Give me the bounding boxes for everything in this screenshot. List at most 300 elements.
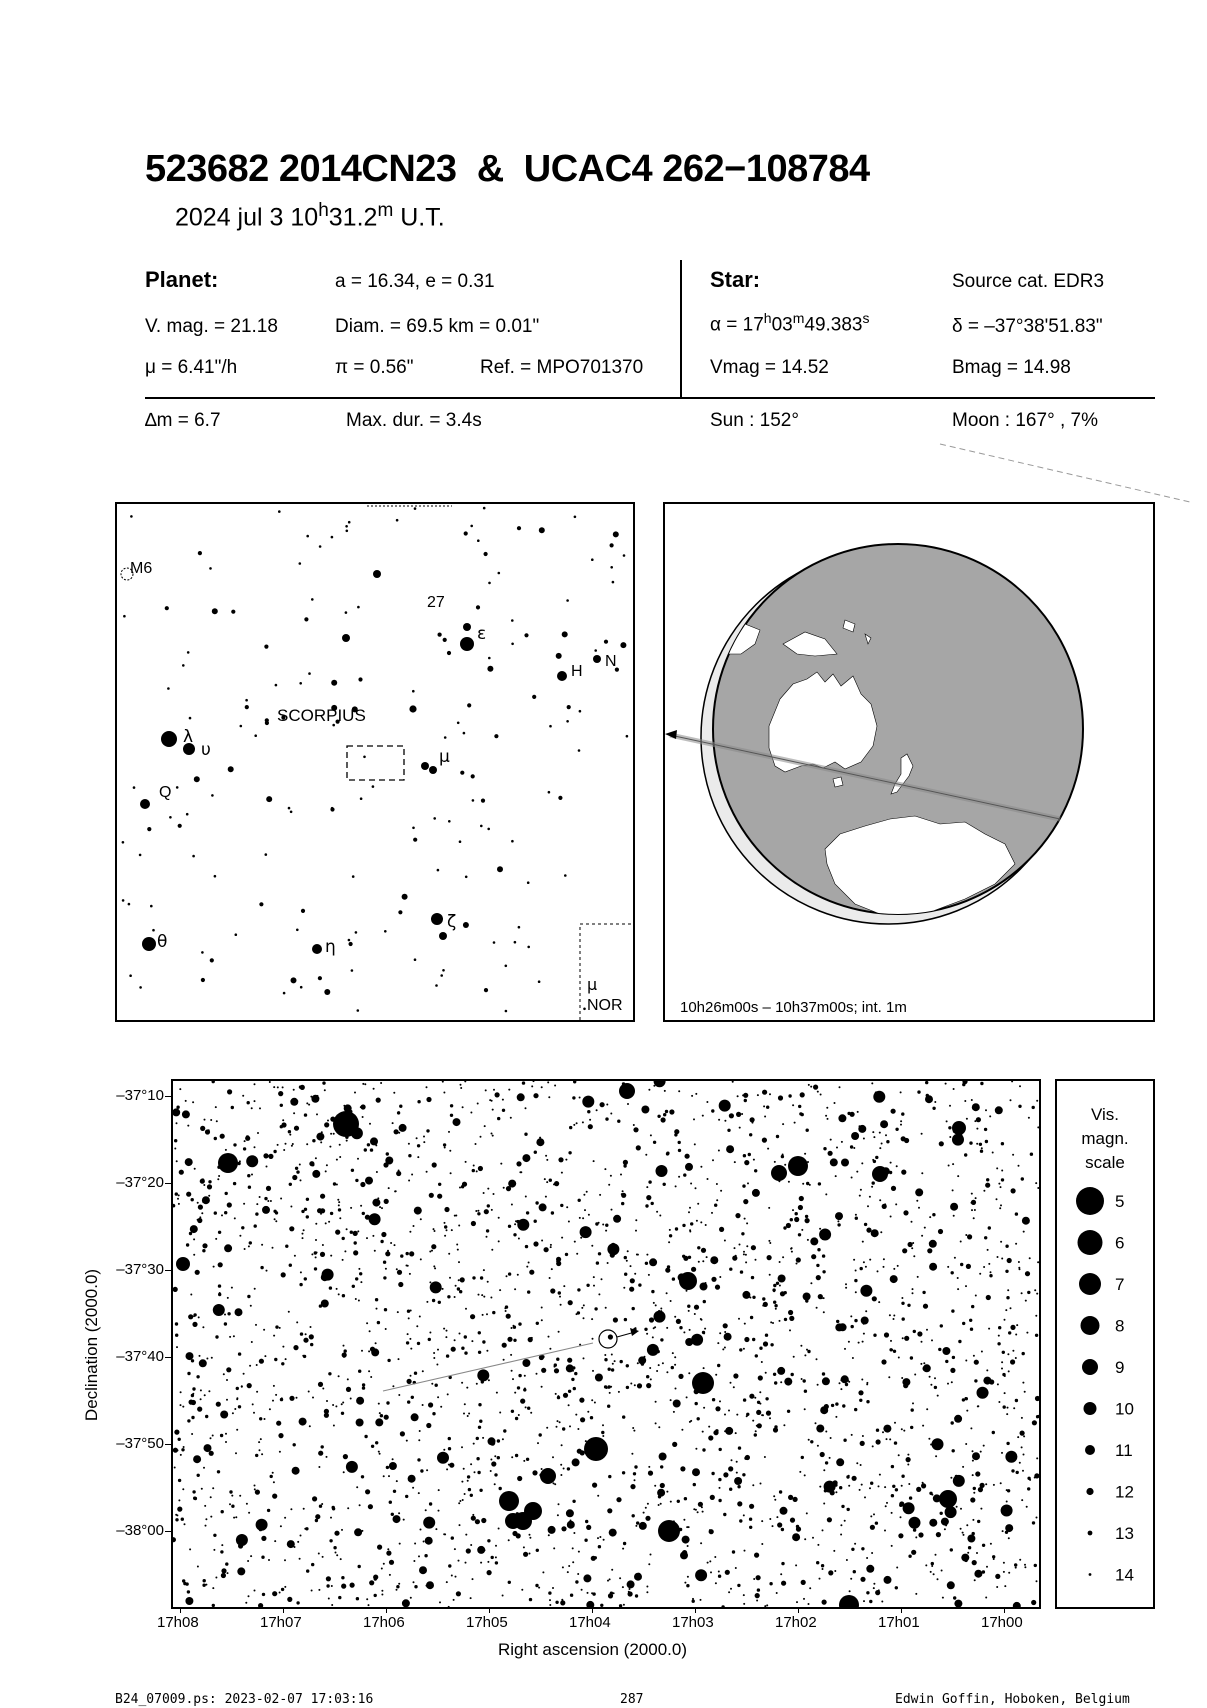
detail-star xyxy=(419,1316,421,1318)
detail-star xyxy=(998,1401,1000,1403)
detail-star xyxy=(998,1326,1001,1329)
detail-star xyxy=(830,1139,832,1141)
detail-star xyxy=(300,1332,303,1335)
detail-star xyxy=(1003,1405,1006,1408)
detail-star xyxy=(724,1333,732,1341)
detail-star xyxy=(284,1517,286,1519)
detail-star xyxy=(723,1323,728,1328)
detail-star xyxy=(246,1503,248,1505)
detail-star xyxy=(689,1329,691,1331)
detail-star xyxy=(816,1307,818,1309)
detail-star xyxy=(695,1402,698,1405)
detail-star xyxy=(605,1117,608,1120)
detail-star xyxy=(983,1377,991,1385)
detail-star xyxy=(414,1207,422,1215)
detail-star xyxy=(577,1449,582,1454)
detail-star xyxy=(621,1193,626,1198)
detail-star xyxy=(294,1255,296,1257)
detail-star xyxy=(761,1520,763,1522)
detail-star xyxy=(228,1247,230,1249)
detail-star xyxy=(605,1224,608,1227)
detail-star xyxy=(921,1133,923,1135)
detail-star xyxy=(667,1265,670,1268)
detail-star xyxy=(657,1350,660,1353)
detail-star xyxy=(176,1514,178,1516)
detail-star xyxy=(739,1519,742,1522)
detail-star xyxy=(561,1172,563,1174)
detail-star xyxy=(417,1458,420,1461)
detail-star xyxy=(481,1518,486,1523)
detail-star xyxy=(988,1328,990,1330)
detail-star xyxy=(1005,1270,1008,1273)
detail-star xyxy=(678,1141,681,1144)
detail-star xyxy=(983,1266,985,1268)
detail-star xyxy=(245,1602,247,1604)
detail-star xyxy=(650,1378,652,1380)
detail-star xyxy=(474,1471,476,1473)
detail-star xyxy=(1013,1407,1015,1409)
detail-star xyxy=(779,1320,781,1322)
finder-star xyxy=(259,902,263,906)
detail-star xyxy=(330,1517,332,1519)
detail-star xyxy=(598,1252,601,1255)
detail-star xyxy=(673,1411,675,1413)
detail-star xyxy=(490,1297,492,1299)
detail-star xyxy=(781,1562,784,1565)
detail-star xyxy=(181,1518,184,1521)
magnitude-dot xyxy=(1079,1273,1101,1295)
detail-star xyxy=(718,1571,720,1573)
detail-star xyxy=(848,1485,850,1487)
detail-star xyxy=(499,1412,501,1414)
detail-star xyxy=(753,1159,755,1161)
detail-star xyxy=(989,1274,992,1277)
detail-star xyxy=(541,1319,543,1321)
detail-star xyxy=(484,1125,486,1127)
detail-star xyxy=(684,1582,686,1584)
footer-page: 287 xyxy=(620,1692,644,1707)
detail-star xyxy=(328,1598,330,1600)
detail-star xyxy=(517,1274,519,1276)
detail-star xyxy=(241,1385,243,1387)
detail-star xyxy=(742,1184,745,1187)
detail-star xyxy=(635,1594,638,1597)
detail-star xyxy=(266,1166,268,1168)
detail-star xyxy=(803,1293,811,1301)
detail-star xyxy=(520,1399,525,1404)
detail-star xyxy=(743,1398,746,1401)
detail-star xyxy=(473,1443,475,1445)
detail-star xyxy=(548,1336,550,1338)
detail-star xyxy=(387,1359,390,1362)
detail-star xyxy=(366,1598,368,1600)
detail-star xyxy=(378,1403,380,1405)
detail-star xyxy=(717,1342,719,1344)
detail-field-box xyxy=(347,746,404,780)
detail-star xyxy=(992,1431,995,1434)
detail-star xyxy=(773,1301,776,1304)
planet-orbit: a = 16.34, e = 0.31 xyxy=(335,271,495,292)
star-name: UCAC4 262−108784 xyxy=(523,148,870,190)
detail-star xyxy=(448,1447,451,1450)
detail-star xyxy=(743,1199,748,1204)
detail-star xyxy=(870,1525,875,1530)
detail-star xyxy=(407,1265,409,1267)
detail-star xyxy=(891,1186,896,1191)
detail-star xyxy=(685,1163,693,1171)
detail-star xyxy=(902,1378,910,1386)
detail-star xyxy=(743,1093,748,1098)
detail-star xyxy=(931,1339,933,1341)
detail-star xyxy=(538,1587,540,1589)
detail-star xyxy=(589,1119,591,1121)
detail-star xyxy=(522,1154,530,1162)
detail-star xyxy=(674,1133,677,1136)
detail-star xyxy=(555,1601,558,1604)
detail-star xyxy=(449,1463,454,1468)
detail-star xyxy=(192,1387,195,1390)
detail-star xyxy=(244,1140,246,1142)
detail-star xyxy=(742,1291,750,1299)
detail-star xyxy=(960,1417,962,1419)
detail-star xyxy=(794,1122,796,1124)
detail-star xyxy=(444,1207,449,1212)
detail-star xyxy=(197,1219,199,1221)
detail-star xyxy=(522,1081,525,1084)
detail-star xyxy=(465,1534,467,1536)
detail-star xyxy=(956,1506,958,1508)
detail-star xyxy=(828,1151,833,1156)
detail-star xyxy=(983,1190,985,1192)
detail-star xyxy=(875,1091,878,1094)
detail-star xyxy=(933,1573,935,1575)
detail-star xyxy=(976,1143,978,1145)
detail-star xyxy=(568,1300,573,1305)
detail-star xyxy=(683,1519,685,1521)
detail-star xyxy=(739,1348,742,1351)
detail-star xyxy=(273,1385,275,1387)
detail-star xyxy=(400,1254,403,1257)
detail-star xyxy=(750,1316,753,1319)
detail-star xyxy=(765,1334,768,1337)
detail-star xyxy=(259,1196,261,1198)
detail-star xyxy=(553,1547,555,1549)
detail-star xyxy=(895,1128,898,1131)
finder-star xyxy=(579,710,582,713)
detail-star xyxy=(489,1099,491,1101)
detail-star xyxy=(572,1458,580,1466)
detail-star xyxy=(375,1342,377,1344)
detail-star xyxy=(744,1457,747,1460)
detail-star xyxy=(852,1476,857,1481)
finder-star xyxy=(265,853,268,856)
planet-heading: Planet: xyxy=(145,267,219,292)
detail-star xyxy=(275,1211,278,1214)
footer-author: Edwin Goffin, Hoboken, Belgium xyxy=(895,1692,1130,1707)
detail-star xyxy=(818,1294,823,1299)
detail-star xyxy=(677,1500,680,1503)
detail-star xyxy=(601,1431,604,1434)
detail-star xyxy=(487,1561,489,1563)
detail-star xyxy=(817,1091,819,1093)
detail-star xyxy=(567,1467,570,1470)
detail-star xyxy=(408,1180,410,1182)
detail-star xyxy=(204,1505,206,1507)
detail-star xyxy=(461,1347,464,1350)
detail-star xyxy=(226,1367,231,1372)
detail-star xyxy=(280,1525,282,1527)
detail-star xyxy=(180,1391,182,1393)
detail-star xyxy=(898,1454,900,1456)
detail-star xyxy=(463,1468,465,1470)
detail-star xyxy=(213,1304,225,1316)
detail-star xyxy=(930,1493,932,1495)
detail-star xyxy=(417,1156,419,1158)
ra-seconds: 49.383 xyxy=(804,314,863,336)
finder-star xyxy=(437,869,440,872)
detail-star xyxy=(486,1236,488,1238)
detail-star xyxy=(444,1533,446,1535)
detail-star xyxy=(202,1243,207,1248)
footer-filename: B24_07009.ps: 2023-02-07 17:03:16 xyxy=(115,1692,374,1707)
detail-star xyxy=(279,1451,281,1453)
detail-star xyxy=(389,1574,391,1576)
detail-star xyxy=(606,1104,608,1106)
detail-star xyxy=(830,1437,832,1439)
detail-star xyxy=(866,1228,871,1233)
detail-star xyxy=(1011,1188,1016,1193)
finder-star xyxy=(182,664,185,667)
detail-star xyxy=(312,1170,320,1178)
detail-star xyxy=(1021,1292,1023,1294)
detail-star xyxy=(495,1561,498,1564)
detail-star xyxy=(324,1122,329,1127)
detail-star xyxy=(592,1338,594,1340)
finder-star xyxy=(186,813,189,816)
detail-star xyxy=(470,1314,475,1319)
detail-star xyxy=(303,1229,305,1231)
finder-bright-star xyxy=(463,623,471,631)
detail-star xyxy=(377,1545,382,1550)
finder-bright-star xyxy=(439,932,447,940)
detail-star xyxy=(666,1491,668,1493)
detail-star xyxy=(860,1189,862,1191)
detail-star xyxy=(300,1179,302,1181)
detail-star xyxy=(1001,1361,1003,1363)
detail-star xyxy=(886,1140,889,1143)
detail-star xyxy=(343,1471,345,1473)
detail-star xyxy=(176,1122,178,1124)
detail-star xyxy=(221,1214,223,1216)
detail-star xyxy=(437,1452,449,1464)
detail-star xyxy=(312,1496,317,1501)
detail-star xyxy=(231,1287,233,1289)
detail-star xyxy=(579,1097,581,1099)
detail-star xyxy=(916,1200,918,1202)
detail-star xyxy=(260,1266,263,1269)
detail-star xyxy=(872,1159,874,1161)
detail-star xyxy=(666,1371,668,1373)
detail-star xyxy=(893,1350,896,1353)
detail-star xyxy=(679,1326,682,1329)
detail-star xyxy=(764,1605,766,1607)
detail-star xyxy=(788,1094,791,1097)
detail-star xyxy=(272,1494,277,1499)
detail-star xyxy=(259,1449,261,1451)
detail-star xyxy=(988,1226,991,1229)
detail-star xyxy=(425,1537,433,1545)
detail-star xyxy=(648,1089,650,1091)
detail-star xyxy=(353,1250,358,1255)
detail-star xyxy=(1004,1392,1006,1394)
detail-star xyxy=(623,1542,626,1545)
detail-star xyxy=(637,1362,639,1364)
detail-star xyxy=(932,1213,935,1216)
detail-star xyxy=(533,1081,535,1082)
detail-star xyxy=(940,1512,943,1515)
finder-star xyxy=(231,610,235,614)
detail-star xyxy=(247,1383,252,1388)
detail-star xyxy=(392,1122,394,1124)
detail-star xyxy=(772,1322,774,1324)
detail-star xyxy=(212,1487,214,1489)
detail-star xyxy=(620,1360,623,1363)
detail-star xyxy=(1022,1470,1024,1472)
detail-star xyxy=(740,1270,743,1273)
detail-star xyxy=(254,1485,256,1487)
detail-star xyxy=(320,1194,325,1199)
detail-star xyxy=(683,1331,685,1333)
detail-star xyxy=(296,1321,298,1323)
detail-star xyxy=(1034,1564,1037,1567)
detail-star xyxy=(204,1394,206,1396)
detail-star xyxy=(505,1310,507,1312)
detail-star xyxy=(941,1570,943,1572)
detail-star xyxy=(290,1508,292,1510)
detail-star xyxy=(212,1081,215,1083)
x-tick-mark xyxy=(798,1607,799,1613)
detail-star xyxy=(1003,1571,1005,1573)
detail-star xyxy=(561,1444,563,1446)
detail-star xyxy=(861,1379,863,1381)
detail-star xyxy=(718,1150,720,1152)
detail-star xyxy=(804,1474,806,1476)
detail-star xyxy=(947,1266,949,1268)
detail-star xyxy=(259,1528,262,1531)
detail-star xyxy=(757,1094,759,1096)
detail-star xyxy=(536,1549,539,1552)
detail-star xyxy=(552,1456,554,1458)
detail-star xyxy=(743,1348,745,1350)
detail-star xyxy=(350,1398,352,1400)
detail-star xyxy=(225,1441,227,1443)
detail-star xyxy=(321,1445,324,1448)
detail-star xyxy=(374,1250,376,1252)
detail-star xyxy=(793,1356,795,1358)
detail-star xyxy=(635,1525,637,1527)
detail-star xyxy=(963,1534,965,1536)
detail-star xyxy=(573,1387,576,1390)
detail-star xyxy=(560,1474,562,1476)
detail-star xyxy=(536,1322,539,1325)
detail-star xyxy=(1022,1382,1024,1384)
detail-star xyxy=(297,1541,299,1543)
detail-star xyxy=(249,1241,252,1244)
finder-star xyxy=(447,651,451,655)
finder-star xyxy=(139,986,142,989)
detail-star xyxy=(208,1129,210,1131)
detail-star xyxy=(388,1475,390,1477)
detail-bright-star xyxy=(499,1491,519,1511)
detail-star xyxy=(413,1560,415,1562)
finder-star xyxy=(527,946,530,949)
detail-star xyxy=(937,1395,939,1397)
detail-star xyxy=(619,1577,621,1579)
detail-star xyxy=(620,1174,622,1176)
finder-star xyxy=(209,567,212,570)
detail-star xyxy=(373,1088,375,1090)
detail-star xyxy=(573,1081,576,1084)
detail-star xyxy=(290,1206,292,1208)
detail-star xyxy=(1019,1268,1021,1270)
detail-star xyxy=(214,1211,217,1214)
detail-star xyxy=(859,1195,861,1197)
detail-star xyxy=(775,1308,777,1310)
detail-star xyxy=(514,1223,516,1225)
detail-star xyxy=(879,1199,881,1201)
detail-star xyxy=(975,1471,980,1476)
detail-star xyxy=(384,1415,389,1420)
detail-star xyxy=(1001,1258,1003,1260)
finder-star xyxy=(291,977,297,983)
detail-star xyxy=(847,1508,849,1510)
magnitude-dot xyxy=(1078,1230,1103,1255)
detail-star xyxy=(817,1445,819,1447)
detail-star xyxy=(940,1324,943,1327)
detail-star xyxy=(766,1411,771,1416)
detail-star xyxy=(948,1165,950,1167)
event-minutes: 31.2 xyxy=(328,203,378,232)
detail-star xyxy=(610,1253,615,1258)
detail-star xyxy=(800,1092,805,1097)
detail-star xyxy=(753,1578,755,1580)
detail-star xyxy=(420,1218,422,1220)
detail-star xyxy=(375,1298,378,1301)
detail-star xyxy=(969,1141,972,1144)
detail-star xyxy=(759,1391,761,1393)
detail-star xyxy=(610,1113,612,1115)
object-name: 2014CN23 xyxy=(278,148,457,190)
detail-star xyxy=(590,1416,593,1419)
detail-star xyxy=(334,1531,339,1536)
detail-star xyxy=(495,1092,500,1097)
detail-star xyxy=(752,1189,760,1197)
detail-star xyxy=(598,1222,600,1224)
detail-star xyxy=(453,1599,455,1601)
detail-star xyxy=(881,1359,886,1364)
detail-star xyxy=(252,1403,254,1405)
detail-star xyxy=(254,1288,256,1290)
finder-star xyxy=(414,958,417,961)
finder-star xyxy=(214,875,217,878)
detail-star xyxy=(730,1382,732,1384)
detail-star xyxy=(372,1199,380,1207)
detail-star xyxy=(174,1467,176,1469)
detail-star xyxy=(398,1583,400,1585)
detail-star xyxy=(863,1138,865,1140)
detail-star xyxy=(338,1201,340,1203)
detail-star xyxy=(457,1287,460,1290)
